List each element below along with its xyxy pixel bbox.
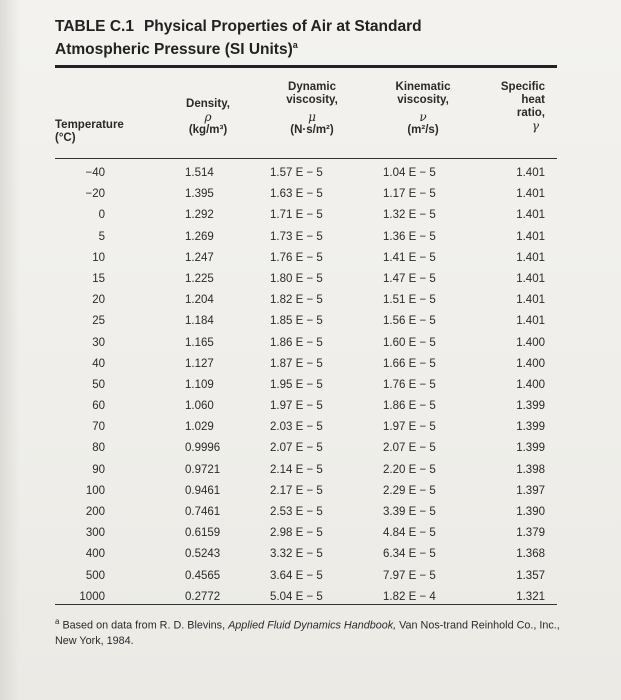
specific-heat-ratio-cell: 1.401 xyxy=(516,315,545,328)
kinematic-viscosity-cell: 1.60 E − 5 xyxy=(383,336,436,349)
dynamic-viscosity-cell: 2.17 E − 5 xyxy=(270,484,323,497)
header-density-unit: (kg/m³) xyxy=(188,124,228,136)
density-cell: 1.127 xyxy=(185,357,214,370)
kinematic-viscosity-cell: 6.34 E − 5 xyxy=(383,548,436,561)
density-cell: 1.292 xyxy=(185,209,214,222)
kinematic-viscosity-cell: 2.07 E − 5 xyxy=(383,442,436,455)
header-kinematic-symbol: ν xyxy=(419,110,427,124)
density-cell: 0.7461 xyxy=(185,506,221,518)
table-bottom-rule xyxy=(55,604,557,605)
table-row xyxy=(0,399,621,420)
density-cell: 1.395 xyxy=(185,188,214,201)
table-row xyxy=(0,230,621,251)
density-cell: 1.109 xyxy=(185,378,214,391)
specific-heat-ratio-cell: 1.390 xyxy=(516,506,545,518)
table-row xyxy=(0,357,621,378)
table-row xyxy=(0,208,621,229)
table-row xyxy=(0,441,621,462)
specific-heat-ratio-cell: 1.400 xyxy=(516,336,545,349)
specific-heat-ratio-cell: 1.398 xyxy=(516,463,545,476)
density-cell: 0.9996 xyxy=(185,442,221,455)
table-row xyxy=(0,420,621,441)
specific-heat-ratio-cell: 1.400 xyxy=(516,378,545,391)
dynamic-viscosity-cell: 1.86 E − 5 xyxy=(270,336,323,349)
footnote-mark: a xyxy=(55,617,60,626)
header-ratio-symbol: γ xyxy=(531,119,539,133)
temperature-cell: 15 xyxy=(92,272,105,285)
dynamic-viscosity-cell: 1.80 E − 5 xyxy=(270,272,323,285)
header-dynamic-line2: viscosity, xyxy=(286,94,338,106)
temperature-cell: 500 xyxy=(85,569,105,582)
specific-heat-ratio-cell: 1.399 xyxy=(516,442,545,455)
table-row xyxy=(0,569,621,590)
kinematic-viscosity-cell: 1.47 E − 5 xyxy=(383,272,436,285)
density-cell: 1.247 xyxy=(185,251,214,264)
temperature-cell: 0 xyxy=(98,209,105,222)
footnote-book-title: Applied Fluid Dynamics Handbook, xyxy=(228,619,397,632)
dynamic-viscosity-cell: 3.64 E − 5 xyxy=(270,569,323,582)
temperature-cell: 70 xyxy=(92,421,105,434)
density-cell: 1.184 xyxy=(185,315,214,328)
dynamic-viscosity-cell: 1.95 E − 5 xyxy=(270,378,323,391)
dynamic-viscosity-cell: 3.32 E − 5 xyxy=(270,548,323,561)
dynamic-viscosity-cell: 1.97 E − 5 xyxy=(270,400,323,413)
kinematic-viscosity-cell: 3.39 E − 5 xyxy=(383,506,436,518)
header-kinematic-viscosity xyxy=(373,81,473,137)
table-row xyxy=(0,272,621,293)
kinematic-viscosity-cell: 2.29 E − 5 xyxy=(383,484,436,497)
header-density-label: Density, xyxy=(186,98,230,110)
temperature-cell: −20 xyxy=(85,188,105,201)
dynamic-viscosity-cell: 1.76 E − 5 xyxy=(270,251,323,264)
header-dynamic-symbol: μ xyxy=(308,110,316,124)
density-cell: 1.514 xyxy=(185,167,214,179)
temperature-cell: 50 xyxy=(92,378,105,391)
specific-heat-ratio-cell: 1.400 xyxy=(516,357,545,370)
kinematic-viscosity-cell: 1.56 E − 5 xyxy=(383,315,436,328)
specific-heat-ratio-cell: 1.401 xyxy=(516,188,545,201)
kinematic-viscosity-cell: 1.82 E − 4 xyxy=(383,590,436,603)
table-row xyxy=(0,378,621,399)
kinematic-viscosity-cell: 1.32 E − 5 xyxy=(383,209,436,222)
temperature-cell: 25 xyxy=(92,315,105,328)
dynamic-viscosity-cell: 1.63 E − 5 xyxy=(270,188,323,201)
header-kinematic-unit: (m²/s) xyxy=(407,124,439,136)
specific-heat-ratio-cell: 1.401 xyxy=(516,272,545,285)
header-density-symbol: ρ xyxy=(204,110,212,124)
table-row xyxy=(0,293,621,314)
footnote-text-before: Based on data from R. D. Blevins, xyxy=(62,619,229,632)
header-temperature-unit: (°C) xyxy=(55,132,76,144)
header-dynamic-viscosity xyxy=(262,81,362,137)
header-temperature-label: Temperature xyxy=(55,119,124,131)
density-cell: 0.5243 xyxy=(185,548,221,561)
specific-heat-ratio-cell: 1.399 xyxy=(516,421,545,434)
density-cell: 1.269 xyxy=(185,230,214,243)
kinematic-viscosity-cell: 4.84 E − 5 xyxy=(383,527,436,540)
specific-heat-ratio-cell: 1.368 xyxy=(516,548,545,561)
kinematic-viscosity-cell: 2.20 E − 5 xyxy=(383,463,436,476)
header-ratio-line2: heat xyxy=(521,94,545,106)
table-label: TABLE C.1 xyxy=(55,18,134,35)
density-cell: 0.6159 xyxy=(185,527,221,540)
dynamic-viscosity-cell: 2.03 E − 5 xyxy=(270,421,323,434)
kinematic-viscosity-cell: 1.86 E − 5 xyxy=(383,400,436,413)
title-footnote-mark: a xyxy=(292,40,298,50)
temperature-cell: 400 xyxy=(85,548,105,561)
header-kinematic-line1: Kinematic xyxy=(395,81,451,93)
density-cell: 1.165 xyxy=(185,336,214,349)
specific-heat-ratio-cell: 1.399 xyxy=(516,400,545,413)
table-title xyxy=(55,18,575,59)
specific-heat-ratio-cell: 1.379 xyxy=(516,527,545,540)
kinematic-viscosity-cell: 1.41 E − 5 xyxy=(383,251,436,264)
dynamic-viscosity-cell: 1.57 E − 5 xyxy=(270,167,323,179)
specific-heat-ratio-cell: 1.321 xyxy=(516,590,545,603)
density-cell: 1.204 xyxy=(185,294,214,307)
table-body xyxy=(0,166,621,611)
density-cell: 1.029 xyxy=(185,421,214,434)
dynamic-viscosity-cell: 1.85 E − 5 xyxy=(270,315,323,328)
dynamic-viscosity-cell: 1.73 E − 5 xyxy=(270,230,323,243)
density-cell: 1.060 xyxy=(185,400,214,413)
temperature-cell: −40 xyxy=(85,167,105,179)
density-cell: 1.225 xyxy=(185,272,214,285)
header-kinematic-line2: viscosity, xyxy=(397,94,449,106)
dynamic-viscosity-cell: 2.53 E − 5 xyxy=(270,506,323,518)
temperature-cell: 1000 xyxy=(79,590,105,603)
temperature-cell: 80 xyxy=(92,442,105,455)
kinematic-viscosity-cell: 1.76 E − 5 xyxy=(383,378,436,391)
kinematic-viscosity-cell: 7.97 E − 5 xyxy=(383,569,436,582)
title-line-1: Physical Properties of Air at Standard xyxy=(143,18,422,35)
temperature-cell: 10 xyxy=(92,251,105,264)
header-dynamic-line1: Dynamic xyxy=(288,81,336,93)
temperature-cell: 200 xyxy=(85,506,105,518)
kinematic-viscosity-cell: 1.51 E − 5 xyxy=(383,294,436,307)
table-row xyxy=(0,526,621,547)
dynamic-viscosity-cell: 1.71 E − 5 xyxy=(270,209,323,222)
title-line-2: Atmospheric Pressure (SI Units) xyxy=(55,41,293,59)
table-row xyxy=(0,251,621,272)
footnote-text-after: Van Nos-trand Reinhold Co., Inc., New York, 1984. xyxy=(55,619,560,647)
dynamic-viscosity-cell: 2.14 E − 5 xyxy=(270,463,323,476)
specific-heat-ratio-cell: 1.397 xyxy=(516,484,545,497)
kinematic-viscosity-cell: 1.97 E − 5 xyxy=(383,421,436,434)
kinematic-viscosity-cell: 1.04 E − 5 xyxy=(383,167,436,179)
header-dynamic-unit: (N·s/m²) xyxy=(290,124,334,136)
density-cell: 0.2772 xyxy=(185,590,221,603)
specific-heat-ratio-cell: 1.401 xyxy=(516,209,545,222)
temperature-cell: 20 xyxy=(92,294,105,307)
table-row xyxy=(0,505,621,526)
dynamic-viscosity-cell: 1.87 E − 5 xyxy=(270,357,323,370)
table-row xyxy=(0,336,621,357)
table-row xyxy=(0,463,621,484)
table-row xyxy=(0,484,621,505)
kinematic-viscosity-cell: 1.36 E − 5 xyxy=(383,230,436,243)
table-row xyxy=(0,590,621,611)
specific-heat-ratio-cell: 1.401 xyxy=(516,167,545,179)
table-row xyxy=(0,187,621,208)
header-rule xyxy=(55,158,557,159)
temperature-cell: 40 xyxy=(92,357,105,370)
title-rule xyxy=(55,65,557,68)
specific-heat-ratio-cell: 1.357 xyxy=(516,569,545,582)
dynamic-viscosity-cell: 2.07 E − 5 xyxy=(270,442,323,455)
specific-heat-ratio-cell: 1.401 xyxy=(516,251,545,264)
header-temperature xyxy=(55,119,150,145)
footnote xyxy=(55,614,560,649)
kinematic-viscosity-cell: 1.66 E − 5 xyxy=(383,357,436,370)
density-cell: 0.4565 xyxy=(185,569,221,582)
header-ratio-line1: Specific xyxy=(500,81,545,93)
table-row xyxy=(0,314,621,335)
density-cell: 0.9721 xyxy=(185,463,221,476)
header-ratio-line3: ratio, xyxy=(516,107,545,119)
dynamic-viscosity-cell: 2.98 E − 5 xyxy=(270,527,323,540)
table-row xyxy=(0,547,621,568)
specific-heat-ratio-cell: 1.401 xyxy=(516,294,545,307)
kinematic-viscosity-cell: 1.17 E − 5 xyxy=(383,188,436,201)
specific-heat-ratio-cell: 1.401 xyxy=(516,230,545,243)
header-density xyxy=(168,98,248,137)
temperature-cell: 300 xyxy=(85,527,105,540)
temperature-cell: 60 xyxy=(92,400,105,413)
temperature-cell: 90 xyxy=(92,463,105,476)
density-cell: 0.9461 xyxy=(185,484,221,497)
dynamic-viscosity-cell: 1.82 E − 5 xyxy=(270,294,323,307)
temperature-cell: 5 xyxy=(98,230,105,243)
header-specific-heat-ratio xyxy=(487,81,545,133)
dynamic-viscosity-cell: 5.04 E − 5 xyxy=(270,590,323,603)
temperature-cell: 30 xyxy=(92,336,105,349)
temperature-cell: 100 xyxy=(85,484,105,497)
table-row xyxy=(0,166,621,187)
